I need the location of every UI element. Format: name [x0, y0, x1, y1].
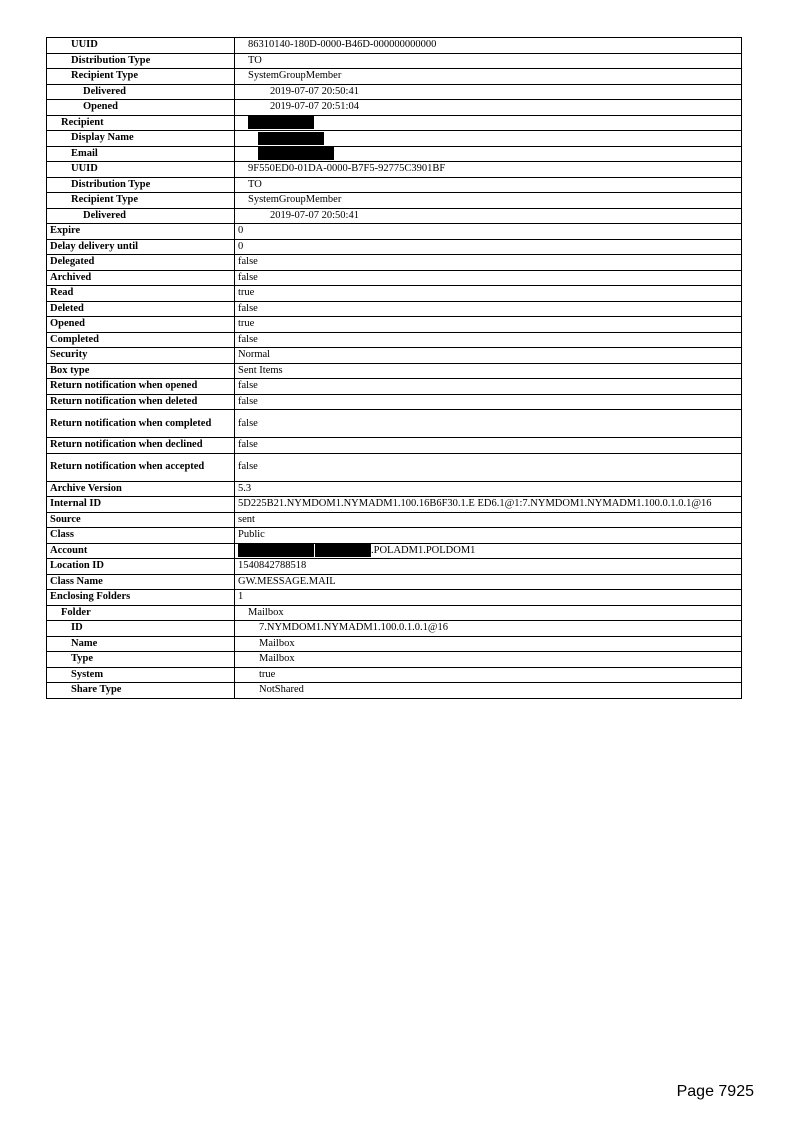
property-key: Delivered — [47, 208, 235, 224]
table-row — [47, 317, 742, 333]
property-key: Account — [47, 543, 235, 559]
property-key: Class Name — [47, 574, 235, 590]
property-key: Delegated — [47, 255, 235, 271]
table-row — [47, 512, 742, 528]
property-value: false — [235, 410, 742, 438]
property-value: false — [235, 379, 742, 395]
table-row — [47, 605, 742, 621]
table-row — [47, 38, 742, 54]
property-value: 7.NYMDOM1.NYMADM1.100.0.1.0.1@16 — [235, 621, 742, 637]
property-value: Normal — [235, 348, 742, 364]
property-key: Return notification when deleted — [47, 394, 235, 410]
property-value: SystemGroupMember — [235, 69, 742, 85]
property-value: true — [235, 317, 742, 333]
property-key: Archived — [47, 270, 235, 286]
property-value: 5.3 — [235, 481, 742, 497]
property-value — [235, 543, 742, 559]
table-row — [47, 301, 742, 317]
account-suffix: .POLADM1.POLDOM1 — [371, 545, 476, 557]
redaction-block — [258, 147, 334, 160]
table-row — [47, 621, 742, 637]
property-value: false — [235, 438, 742, 454]
table-row — [47, 438, 742, 454]
redaction-block — [238, 544, 314, 557]
property-key: Recipient Type — [47, 69, 235, 85]
property-key: Recipient Type — [47, 193, 235, 209]
property-key: Distribution Type — [47, 53, 235, 69]
property-value: false — [235, 255, 742, 271]
property-value: GW.MESSAGE.MAIL — [235, 574, 742, 590]
table-row — [47, 224, 742, 240]
property-value: 1540842788518 — [235, 559, 742, 575]
property-value: TO — [235, 177, 742, 193]
redaction-block — [248, 116, 314, 129]
property-key: Distribution Type — [47, 177, 235, 193]
property-value: 2019-07-07 20:50:41 — [235, 84, 742, 100]
table-row — [47, 590, 742, 606]
table-row — [47, 394, 742, 410]
table-row — [47, 543, 742, 559]
property-value: false — [235, 270, 742, 286]
table-row — [47, 255, 742, 271]
property-key: Share Type — [47, 683, 235, 699]
property-key: Box type — [47, 363, 235, 379]
property-key: Source — [47, 512, 235, 528]
property-value: NotShared — [235, 683, 742, 699]
table-row — [47, 239, 742, 255]
property-value: Public — [235, 528, 742, 544]
property-key: Class — [47, 528, 235, 544]
table-row — [47, 453, 742, 481]
table-row — [47, 84, 742, 100]
property-value — [235, 131, 742, 147]
property-key: Archive Version — [47, 481, 235, 497]
property-key: Return notification when opened — [47, 379, 235, 395]
table-row — [47, 100, 742, 116]
property-value: false — [235, 394, 742, 410]
property-value — [235, 146, 742, 162]
table-row — [47, 286, 742, 302]
property-value: 0 — [235, 239, 742, 255]
table-row — [47, 131, 742, 147]
property-value: Mailbox — [235, 605, 742, 621]
property-key: UUID — [47, 162, 235, 178]
property-key: Security — [47, 348, 235, 364]
property-value: Sent Items — [235, 363, 742, 379]
property-value: SystemGroupMember — [235, 193, 742, 209]
property-value: Mailbox — [235, 652, 742, 668]
property-key: Expire — [47, 224, 235, 240]
table-row — [47, 652, 742, 668]
property-key: Read — [47, 286, 235, 302]
property-key: Internal ID — [47, 497, 235, 513]
table-row — [47, 667, 742, 683]
property-value: true — [235, 286, 742, 302]
table-row — [47, 410, 742, 438]
property-value: false — [235, 332, 742, 348]
table-row — [47, 208, 742, 224]
table-row — [47, 363, 742, 379]
table-row — [47, 270, 742, 286]
properties-table — [46, 37, 742, 699]
property-value: 1 — [235, 590, 742, 606]
table-row — [47, 348, 742, 364]
table-row — [47, 53, 742, 69]
property-value: true — [235, 667, 742, 683]
redaction-block — [258, 132, 324, 145]
table-row — [47, 528, 742, 544]
property-key: System — [47, 667, 235, 683]
table-row — [47, 193, 742, 209]
property-value: false — [235, 301, 742, 317]
property-key: Opened — [47, 100, 235, 116]
table-row — [47, 559, 742, 575]
property-key: Folder — [47, 605, 235, 621]
table-row — [47, 69, 742, 85]
property-value: TO — [235, 53, 742, 69]
property-key: Enclosing Folders — [47, 590, 235, 606]
property-key: Deleted — [47, 301, 235, 317]
property-key: Name — [47, 636, 235, 652]
table-row — [47, 379, 742, 395]
property-value — [235, 115, 742, 131]
table-row — [47, 146, 742, 162]
property-key: UUID — [47, 38, 235, 54]
property-value: 0 — [235, 224, 742, 240]
page-number: Page 7925 — [676, 1083, 754, 1100]
property-key: Opened — [47, 317, 235, 333]
property-key: Location ID — [47, 559, 235, 575]
property-key: Delivered — [47, 84, 235, 100]
property-value: 9F550ED0-01DA-0000-B7F5-92775C3901BF — [235, 162, 742, 178]
property-value: sent — [235, 512, 742, 528]
table-row — [47, 497, 742, 513]
table-row — [47, 481, 742, 497]
property-key: Recipient — [47, 115, 235, 131]
property-value: 2019-07-07 20:51:04 — [235, 100, 742, 116]
property-key: Completed — [47, 332, 235, 348]
table-row — [47, 683, 742, 699]
property-key: Type — [47, 652, 235, 668]
table-row — [47, 636, 742, 652]
table-row — [47, 332, 742, 348]
property-key: Return notification when accepted — [47, 453, 235, 481]
property-value: Mailbox — [235, 636, 742, 652]
property-value: 86310140-180D-0000-B46D-000000000000 — [235, 38, 742, 54]
property-value: false — [235, 453, 742, 481]
property-key: ID — [47, 621, 235, 637]
table-row — [47, 177, 742, 193]
property-value: 2019-07-07 20:50:41 — [235, 208, 742, 224]
property-key: Display Name — [47, 131, 235, 147]
property-key: Return notification when completed — [47, 410, 235, 438]
table-row — [47, 115, 742, 131]
property-value: 5D225B21.NYMDOM1.NYMADM1.100.16B6F30.1.E ED6.1@1:7.NYMDOM1.NYMADM1.100.0.1.0.1@16 — [235, 497, 742, 513]
redaction-block — [315, 544, 371, 557]
property-key: Email — [47, 146, 235, 162]
property-key: Return notification when declined — [47, 438, 235, 454]
table-row — [47, 162, 742, 178]
table-row — [47, 574, 742, 590]
property-key: Delay delivery until — [47, 239, 235, 255]
